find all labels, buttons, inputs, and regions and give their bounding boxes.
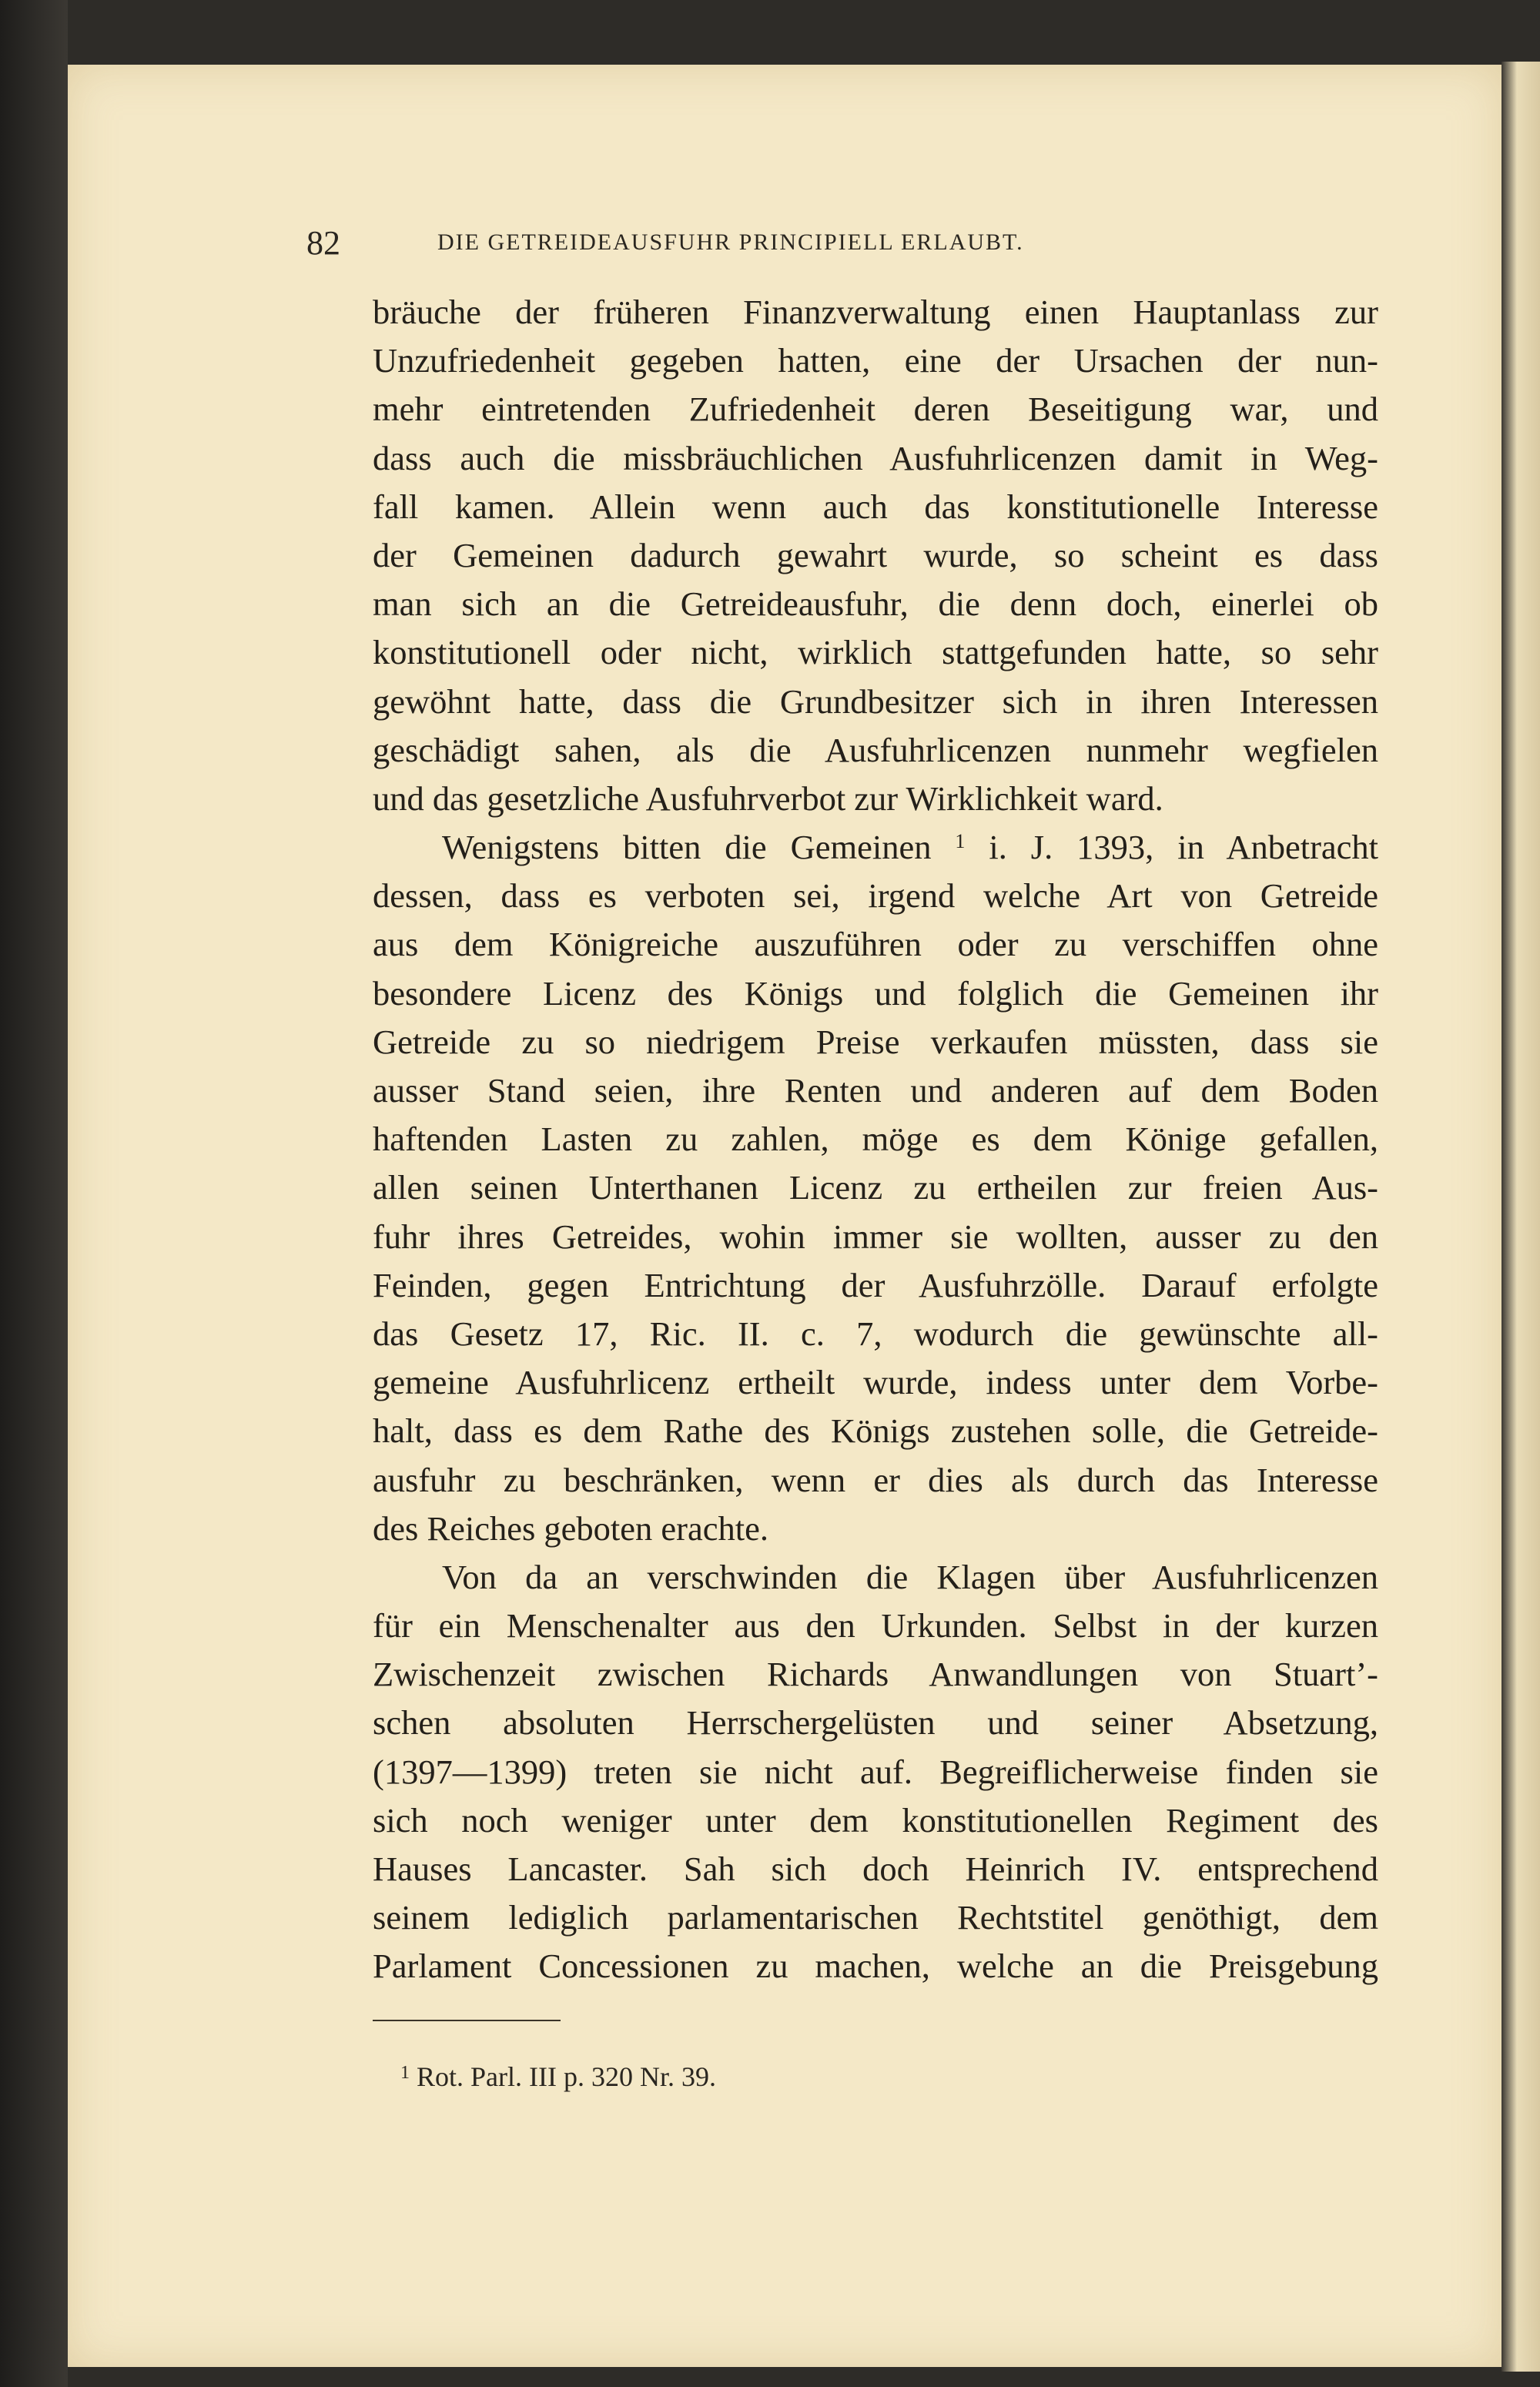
text-line: für ein Menschenalter aus den Urkunden. Selbst in der kurzen (373, 1606, 1378, 1645)
text-line: mehr eintretenden Zufriedenheit deren Beseitigung war, und (373, 390, 1378, 429)
text-line: sich noch weniger unter dem konstitutionellen Regiment des (373, 1800, 1378, 1840)
text-line: und das gesetzliche Ausfuhrverbot zur Wirklichkeit ward. (373, 778, 1163, 818)
text-line: bräuche der früheren Finanzverwaltung einen Hauptanlass zur (373, 293, 1378, 331)
text-line: schen absoluten Herrschergelüsten und seiner Absetzung, (373, 1703, 1378, 1743)
text-line: man sich an die Getreideausfuhr, die denn doch, einerlei ob (373, 584, 1378, 624)
text-line: halt, dass es dem Rathe des Königs zustehen solle, die Getreide- (373, 1411, 1378, 1451)
page-header (306, 223, 1384, 262)
text-line-with-footnote (373, 823, 1378, 872)
text-line: Von da an verschwinden die Klagen über Ausfuhrlicenzen (442, 1557, 1378, 1596)
line-part: i. J. 1393, in Anbetracht (989, 828, 1379, 867)
text-line: geschädigt sahen, als die Ausfuhrlicenzen nunmehr wegfielen (373, 730, 1378, 769)
line-part: Wenigstens bitten die Gemeinen (442, 828, 932, 867)
book-gutter (0, 0, 68, 2387)
running-head: DIE GETREIDEAUSFUHR PRINCIPIELL ERLAUBT. (437, 229, 1024, 255)
text-line: fuhr ihres Getreides, wohin immer sie wollten, ausser zu den (373, 1217, 1378, 1256)
page-edge (1502, 62, 1540, 2372)
text-line: aus dem Königreiche auszuführen oder zu verschiffen ohne (373, 925, 1378, 964)
footnote-text: Rot. Parl. III p. 320 Nr. 39. (417, 2061, 716, 2092)
text-line: haftenden Lasten zu zahlen, möge es dem Könige gefallen, (373, 1120, 1378, 1159)
text-line: ausser Stand seien, ihre Renten und anderen auf dem Boden (373, 1071, 1378, 1110)
text-line: gemeine Ausfuhrlicenz ertheilt wurde, indess unter dem Vorbe- (373, 1363, 1378, 1402)
text-line: fall kamen. Allein wenn auch das konstitutionelle Interesse (373, 487, 1378, 526)
text-line: Unzufriedenheit gegeben hatten, eine der Ursachen der nun- (373, 341, 1378, 380)
text-line: der Gemeinen dadurch gewahrt wurde, so scheint es dass (373, 535, 1378, 574)
text-line: besondere Licenz des Königs und folglich die Gemeinen ihr (373, 973, 1378, 1013)
text-line: Zwischenzeit zwischen Richards Anwandlungen von Stuart’- (373, 1655, 1378, 1694)
footnote-divider (373, 2020, 561, 2021)
text-line: Parlament Concessionen zu machen, welche an die Preisgebung (373, 1947, 1378, 1986)
text-line: des Reiches geboten erachte. (373, 1508, 768, 1548)
text-line: (1397—1399) treten sie nicht auf. Begreiflicherweise finden sie (373, 1752, 1378, 1791)
footnote-reference: 1 (955, 830, 966, 853)
text-line: konstitutionell oder nicht, wirklich stattgefunden hatte, so sehr (373, 633, 1378, 672)
text-line: dessen, dass es verboten sei, irgend welche Art von Getreide (373, 876, 1378, 916)
text-line: Feinden, gegen Entrichtung der Ausfuhrzölle. Darauf erfolgte (373, 1265, 1378, 1304)
text-line: Getreide zu so niedrigem Preise verkaufen müssten, dass sie (373, 1022, 1378, 1061)
footnote-marker: 1 (400, 2063, 410, 2083)
text-line: allen seinen Unterthanen Licenz zu ertheilen zur freien Aus- (373, 1168, 1378, 1207)
text-line: das Gesetz 17, Ric. II. c. 7, wodurch die gewünschte all- (373, 1314, 1378, 1353)
text-line: gewöhnt hatte, dass die Grundbesitzer sich in ihren Interessen (373, 681, 1378, 721)
text-line: Hauses Lancaster. Sah sich doch Heinrich IV. entsprechend (373, 1850, 1378, 1888)
footnote (400, 2061, 716, 2093)
page-number: 82 (306, 224, 340, 262)
body-text (373, 288, 1378, 1991)
text-line: dass auch die missbräuchlichen Ausfuhrlicenzen damit in Weg- (373, 438, 1378, 477)
text-line: seinem lediglich parlamentarischen Rechtstitel genöthigt, dem (373, 1898, 1378, 1937)
text-line: ausfuhr zu beschränken, wenn er dies als durch das Interesse (373, 1460, 1378, 1499)
